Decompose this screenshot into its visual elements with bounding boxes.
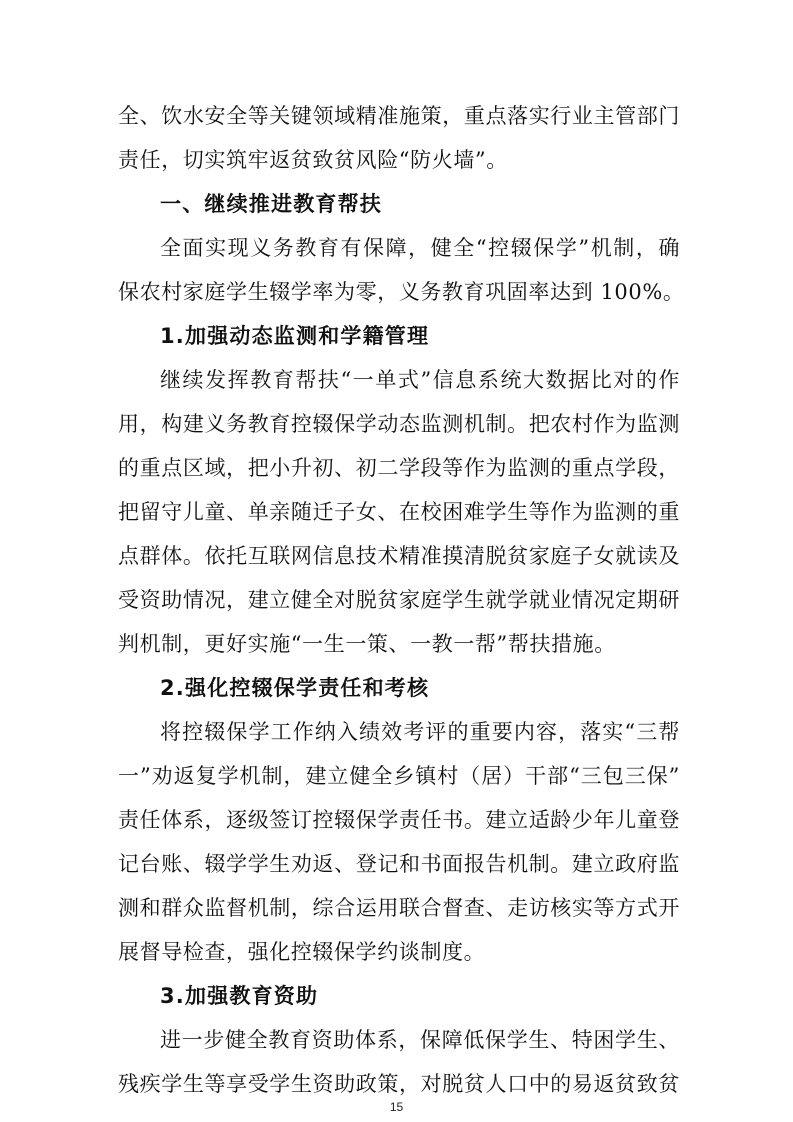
body-text-line: 受资助情况，建立健全对脱贫家庭学生就学就业情况定期研: [118, 588, 680, 612]
body-text-line: 把留守儿童、单亲随迁子女、在校困难学生等作为监测的重: [118, 500, 680, 524]
subsection-heading: 3.加强教育资助: [160, 984, 319, 1008]
section-heading: 一、继续推进教育帮扶: [160, 192, 382, 216]
body-text-line: 将控辍保学工作纳入绩效考评的重要内容，落实“三帮: [160, 720, 680, 744]
body-text-line: 的重点区域，把小升初、初二学段等作为监测的重点学段，: [118, 456, 680, 480]
body-text-line: 进一步健全教育资助体系，保障低保学生、特困学生、: [160, 1028, 680, 1052]
body-text-line: 全、饮水安全等关键领域精准施策，重点落实行业主管部门: [118, 104, 680, 128]
page-number: 15: [389, 1100, 404, 1114]
subsection-heading: 1.加强动态监测和学籍管理: [160, 324, 430, 348]
body-text-line: 测和群众监督机制，综合运用联合督查、走访核实等方式开: [118, 896, 680, 920]
body-text-line: 用，构建义务教育控辍保学动态监测机制。把农村作为监测: [118, 412, 680, 436]
body-text-line: 继续发挥教育帮扶“一单式”信息系统大数据比对的作: [160, 368, 680, 392]
body-text-line: 责任体系，逐级签订控辍保学责任书。建立适龄少年儿童登: [118, 808, 680, 832]
body-text-line: 一”劝返复学机制，建立健全乡镇村（居）干部“三包三保”: [118, 764, 680, 788]
body-text-line: 记台账、辍学学生劝返、登记和书面报告机制。建立政府监: [118, 852, 680, 876]
body-text-line: 判机制，更好实施“一生一策、一教一帮”帮扶措施。: [118, 632, 616, 656]
body-text-line: 保农村家庭学生辍学率为零，义务教育巩固率达到 100%。: [118, 280, 685, 304]
body-text-line: 展督导检查，强化控辍保学约谈制度。: [118, 940, 486, 964]
subsection-heading: 2.强化控辍保学责任和考核: [160, 676, 430, 700]
body-text-line: 残疾学生等享受学生资助政策，对脱贫人口中的易返贫致贫: [118, 1072, 680, 1096]
body-text-line: 全面实现义务教育有保障，健全“控辍保学”机制，确: [160, 236, 680, 260]
body-text-line: 点群体。依托互联网信息技术精准摸清脱贫家庭子女就读及: [118, 544, 680, 568]
body-text-line: 责任，切实筑牢返贫致贫风险“防火墙”。: [118, 148, 508, 172]
